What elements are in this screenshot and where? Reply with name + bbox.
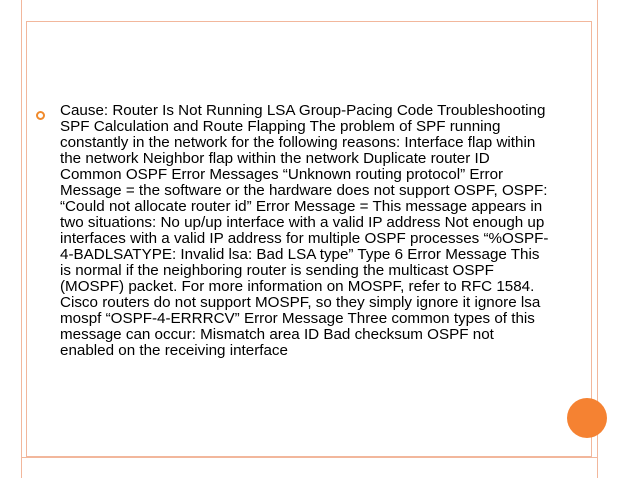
orange-circle-decoration: [567, 398, 607, 438]
frame-bottom-line: [21, 457, 597, 458]
slide-body-text: Cause: Router Is Not Running LSA Group-Pacing Code Troubleshooting SPF Calculation and Route Flapping The problem of SPF running constantly in the network for the following reasons: Interface flap within the network Neighbor flap within the network Duplicate router ID Common OSPF Error Messages “Unknown routing protocol” Error Message = the software or the hardware does not support OSPF, OSPF: “Could not allocate router id” Error Message = This message appears in two situations: No up/up interface with a valid IP address Not enough up interfaces with a valid IP address for multiple OSPF processes “%OSPF-4-BADLSATYPE: Invalid lsa: Bad LSA type” Type 6 Error Message This is normal if the neighboring router is sending the multicast OSPF (MOSPF) packet. For more information on MOSPF, refer to RFC 1584. Cisco routers do not support MOSPF, so they simply ignore it ignore lsa mospf “OSPF-4-ERRRCV” Error Message Three common types of this message can occur: Mismatch area ID Bad checksum OSPF not enabled on the receiving interface: [60, 102, 549, 359]
frame-left-line: [21, 0, 22, 478]
bullet-icon: [36, 111, 45, 120]
